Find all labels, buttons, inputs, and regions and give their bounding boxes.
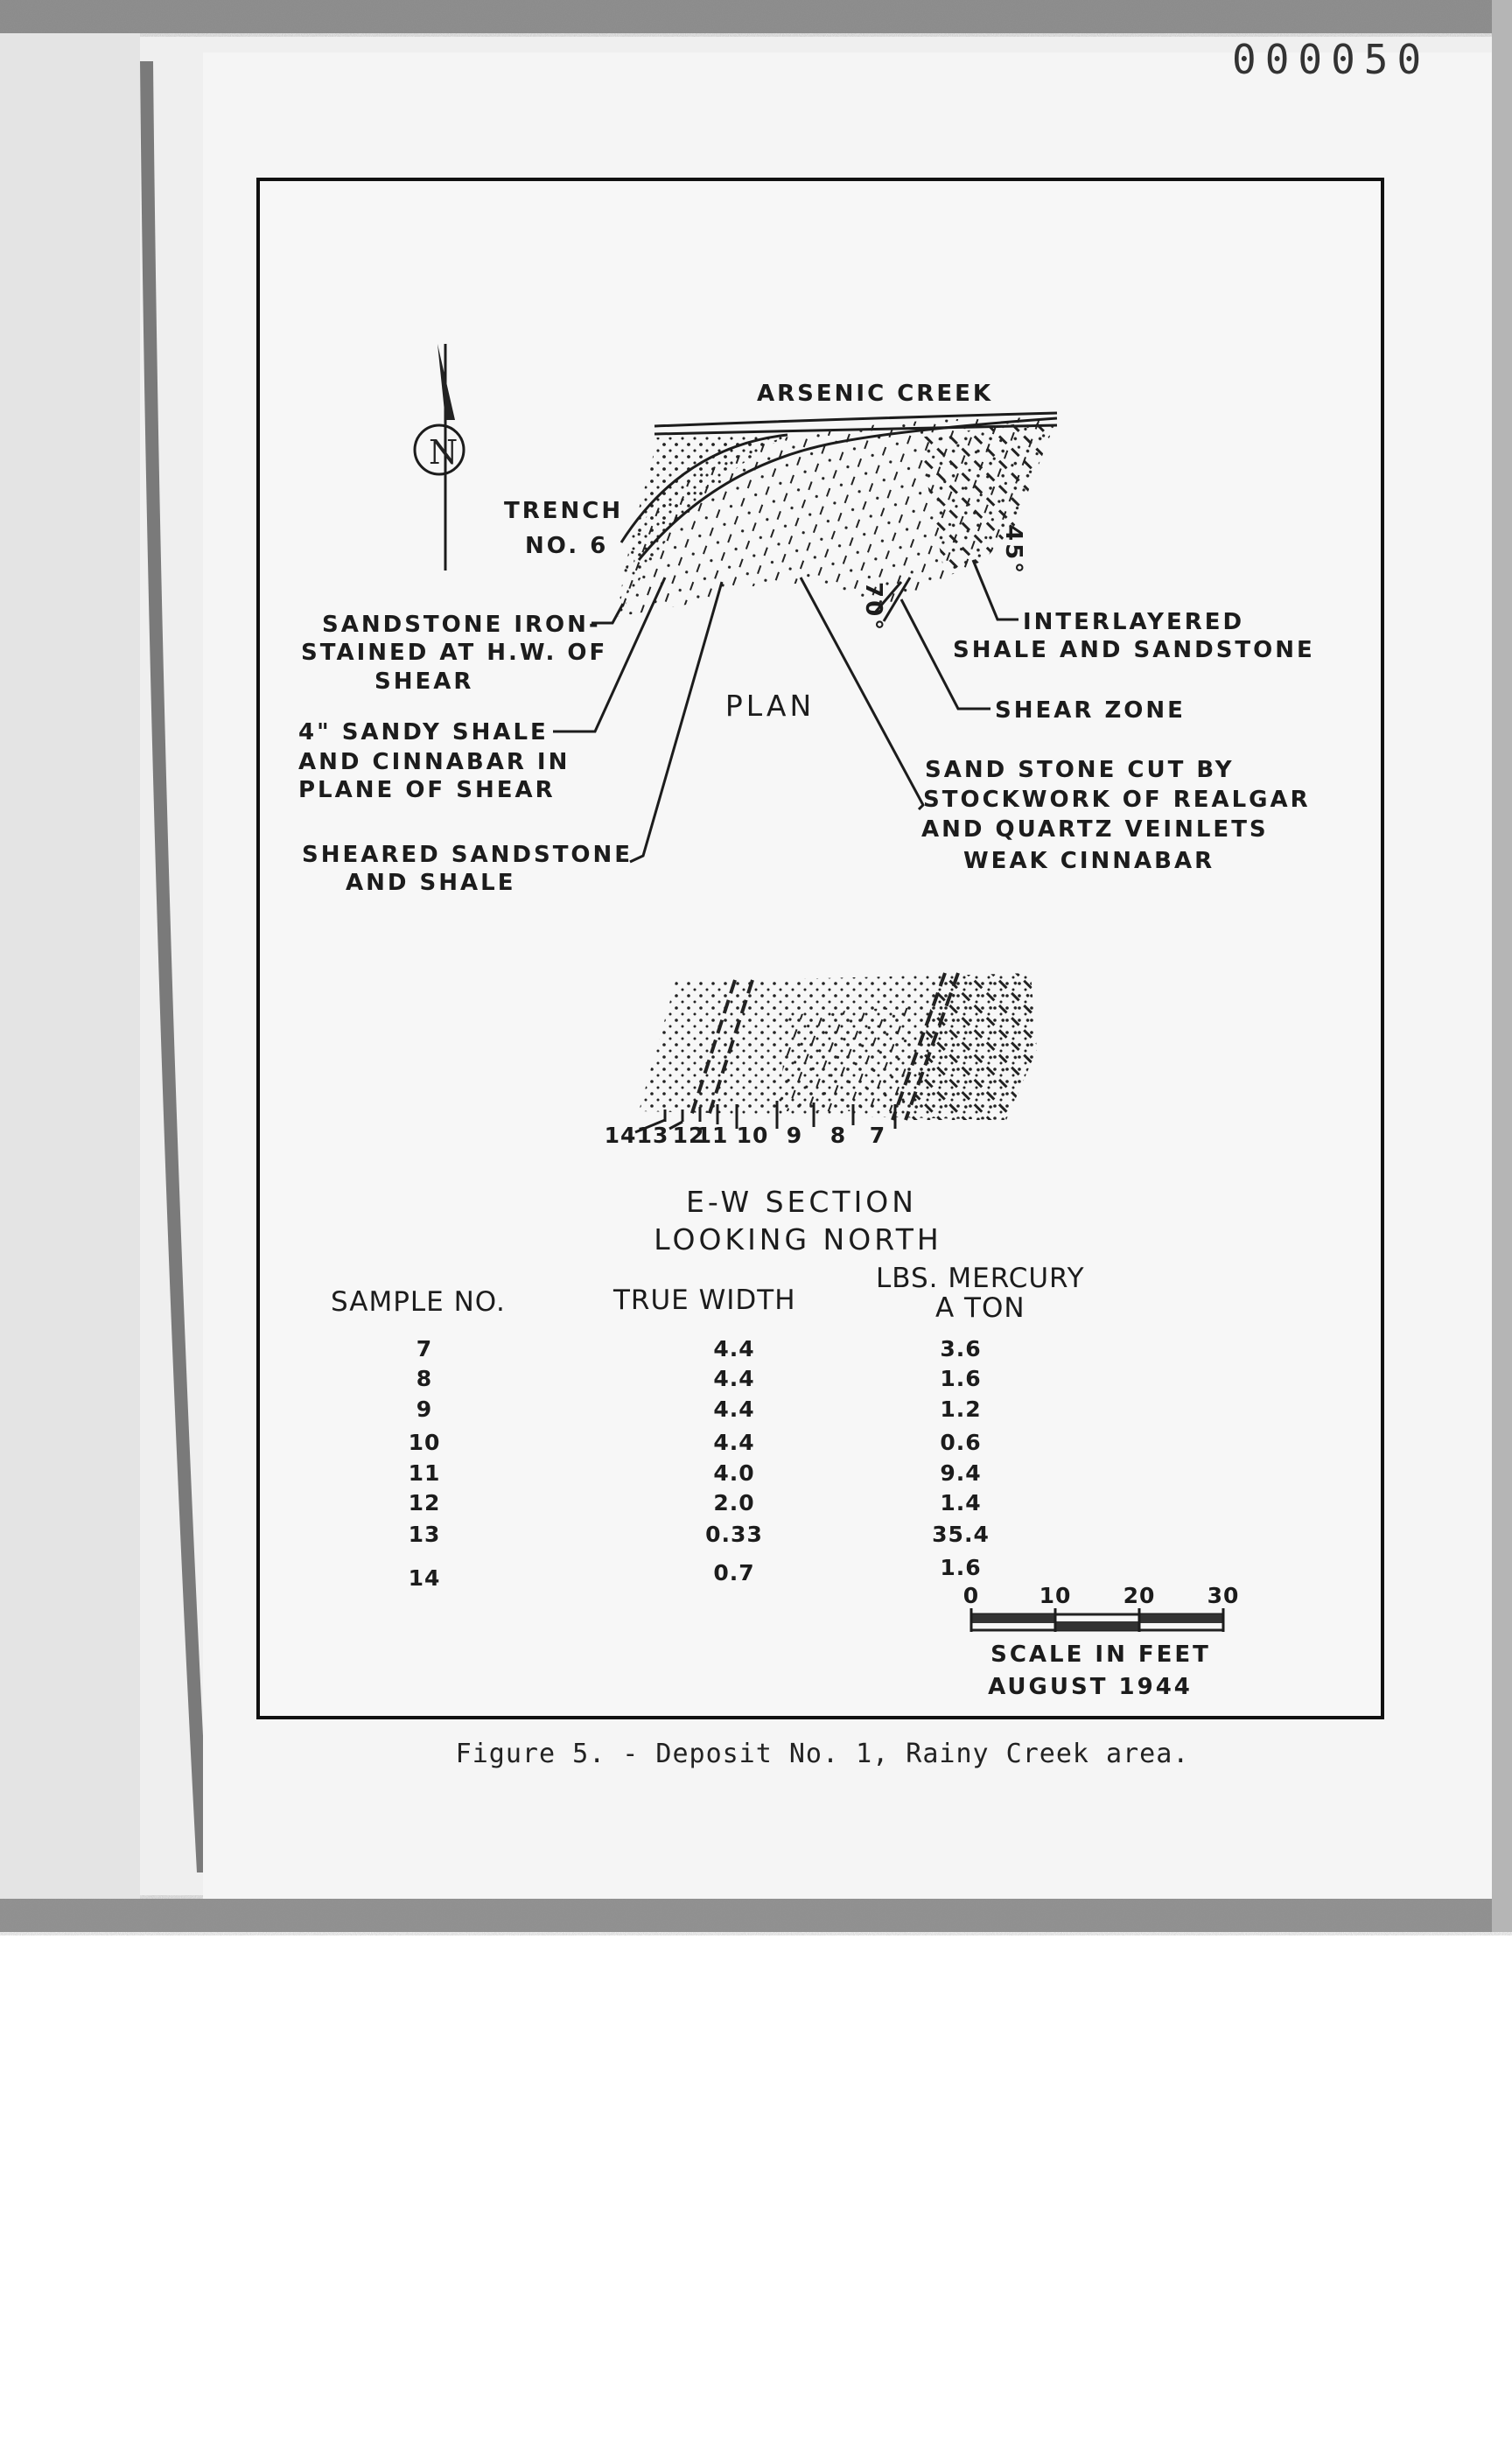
callout-sheared-sandstone: AND SHALE [346, 870, 516, 896]
cell-sample-no: 14 [408, 1565, 441, 1591]
cell-lbs-mercury: 9.4 [940, 1460, 982, 1486]
cell-true-width: 2.0 [713, 1490, 755, 1516]
callout-iron-stained: SHEAR [374, 668, 474, 695]
cell-lbs-mercury: 0.6 [940, 1430, 982, 1455]
section-sample-label: 8 [830, 1123, 847, 1148]
page-number: 000050 [1232, 36, 1431, 83]
section-sample-label: 12 [672, 1123, 705, 1148]
section-sample-label: 10 [736, 1123, 769, 1148]
cell-true-width: 4.4 [713, 1396, 755, 1422]
section-sample-labels [605, 1123, 886, 1148]
callout-interlayered: INTERLAYERED [1023, 609, 1245, 635]
callout-interlayered: SHALE AND SANDSTONE [953, 637, 1315, 663]
header-sample-no: SAMPLE NO. [331, 1286, 506, 1318]
figure-caption: Figure 5. - Deposit No. 1, Rainy Creek area. [455, 1739, 1190, 1769]
scale-tick-label: 0 [962, 1583, 980, 1608]
callout-iron-stained: SANDSTONE IRON- [322, 612, 601, 638]
dip-label: 45° [1000, 525, 1026, 577]
cell-sample-no: 13 [408, 1522, 441, 1547]
cell-lbs-mercury: 3.6 [940, 1336, 982, 1362]
arsenic-creek-label: ARSENIC CREEK [757, 381, 993, 407]
scale-tick-label: 10 [1039, 1583, 1072, 1608]
scale-tick-label: 30 [1207, 1583, 1240, 1608]
ew-section-drawing [635, 973, 1037, 1132]
cell-sample-no: 12 [408, 1490, 441, 1516]
cell-lbs-mercury: 1.6 [940, 1366, 982, 1391]
cell-sample-no: 8 [416, 1366, 433, 1391]
cell-sample-no: 9 [416, 1396, 433, 1422]
section-title: E-W SECTION [686, 1185, 917, 1219]
section-sample-label: 11 [696, 1123, 729, 1148]
figure-frame [258, 179, 1382, 1718]
cell-lbs-mercury: 1.2 [940, 1396, 982, 1422]
cell-true-width: 4.4 [713, 1366, 755, 1391]
scale-label: SCALE IN FEET [990, 1642, 1211, 1668]
header-true-width: TRUE WIDTH [613, 1284, 796, 1316]
trench-label: TRENCH [504, 498, 624, 524]
callout-sheared-sandstone: SHEARED SANDSTONE [302, 842, 634, 868]
section-subtitle: LOOKING NORTH [654, 1222, 942, 1256]
cell-true-width: 0.33 [705, 1522, 763, 1547]
section-sample-label: 7 [869, 1123, 886, 1148]
callout-sandy-shale: PLANE OF SHEAR [298, 777, 556, 803]
callout-shear-zone: SHEAR ZONE [995, 697, 1186, 724]
plan-title: PLAN [724, 689, 816, 723]
cell-true-width: 0.7 [713, 1560, 755, 1586]
cell-lbs-mercury: 1.4 [940, 1490, 982, 1516]
header-lbs-mercury: LBS. MERCURY [876, 1263, 1085, 1294]
cell-lbs-mercury: 1.6 [940, 1555, 982, 1580]
header-lbs-mercury: A TON [935, 1292, 1026, 1324]
dip-label: 70° [860, 582, 886, 634]
scale-tick-label: 20 [1123, 1583, 1156, 1608]
binding-left-page [0, 33, 140, 1899]
callout-sandy-shale: 4" SANDY SHALE [298, 719, 549, 746]
callout-stockwork: SAND STONE CUT BY [925, 757, 1235, 783]
cell-sample-no: 7 [416, 1336, 433, 1362]
section-sample-label: 14 [604, 1123, 637, 1148]
cell-true-width: 4.4 [713, 1336, 755, 1362]
callout-stockwork: WEAK CINNABAR [963, 848, 1215, 874]
cell-lbs-mercury: 35.4 [932, 1522, 990, 1547]
callout-iron-stained: STAINED AT H.W. OF [301, 640, 608, 666]
callout-stockwork: STOCKWORK OF REALGAR [923, 787, 1311, 813]
callout-sandy-shale: AND CINNABAR IN [298, 749, 570, 775]
trench-label: NO. 6 [525, 533, 609, 559]
callout-stockwork: AND QUARTZ VEINLETS [921, 816, 1269, 843]
cell-sample-no: 10 [408, 1430, 441, 1455]
section-sample-label: 13 [636, 1123, 669, 1148]
cell-true-width: 4.4 [713, 1430, 755, 1455]
figure-date: AUGUST 1944 [988, 1674, 1193, 1700]
cell-sample-no: 11 [408, 1460, 441, 1486]
right-scan-edge [1492, 0, 1512, 1932]
section-sample-label: 9 [786, 1123, 803, 1148]
cell-true-width: 4.0 [713, 1460, 755, 1486]
svg-text:N: N [429, 433, 458, 472]
